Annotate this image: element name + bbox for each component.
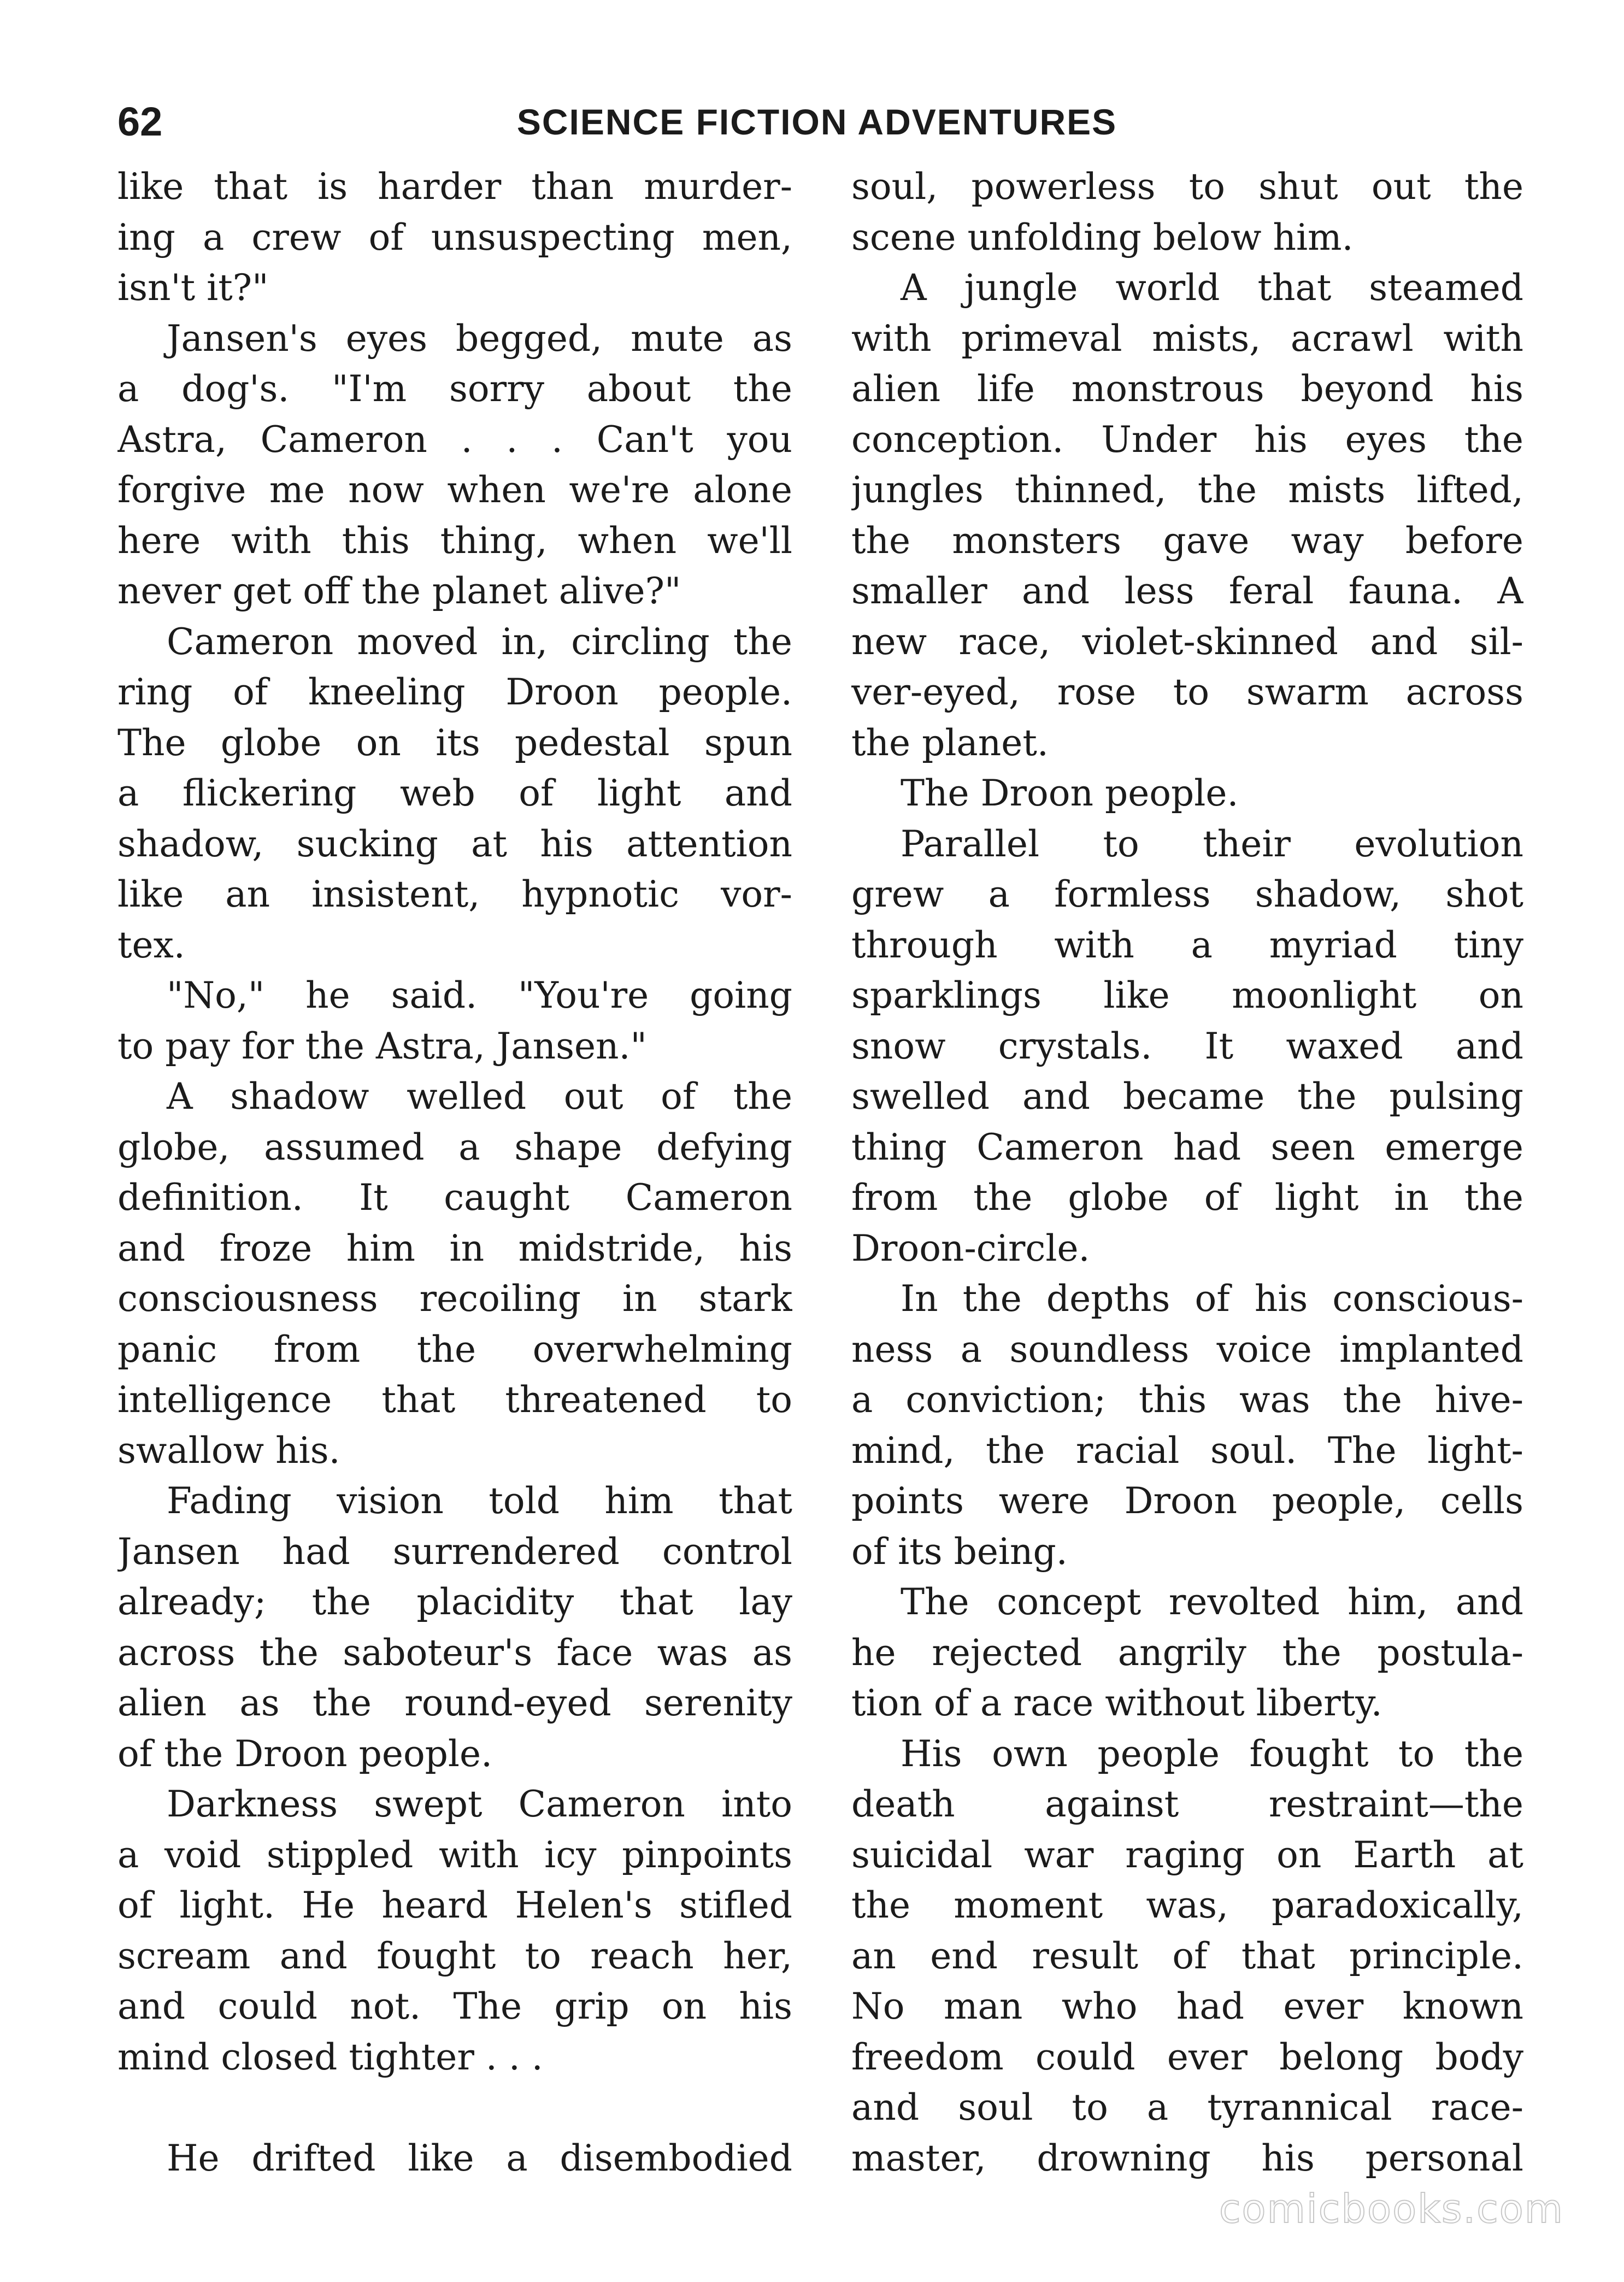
right-column-line: ness a soundless voice implanted bbox=[851, 1328, 1523, 1371]
running-title: SCIENCE FICTION ADVENTURES bbox=[516, 102, 1117, 142]
right-column-line: smaller and less feral fauna. A bbox=[851, 570, 1523, 612]
right-column-line: A jungle world that steamed bbox=[901, 267, 1523, 309]
left-column-line: a void stippled with icy pinpoints bbox=[117, 1833, 792, 1876]
left-text-column bbox=[117, 162, 792, 2184]
right-column-line: No man who had ever known bbox=[851, 1985, 1523, 2027]
left-column-line: globe, assumed a shape defying bbox=[117, 1126, 792, 1168]
left-column-line: to pay for the Astra, Jansen." bbox=[117, 1025, 647, 1067]
right-column-line: soul, powerless to shut out the bbox=[851, 166, 1523, 208]
right-column-line: the planet. bbox=[851, 721, 1049, 764]
left-column-line: shadow, sucking at his attention bbox=[117, 822, 792, 865]
right-column-line: an end result of that principle. bbox=[851, 1934, 1523, 1977]
left-column-line: Cameron moved in, circling the bbox=[167, 620, 792, 663]
right-column-line: alien life monstrous beyond his bbox=[851, 368, 1523, 410]
left-column-line: Jansen had surrendered control bbox=[117, 1530, 792, 1573]
right-column-line: snow crystals. It waxed and bbox=[851, 1025, 1523, 1067]
right-column-line: The concept revolted him, and bbox=[901, 1581, 1523, 1623]
left-column-line: mind closed tighter . . . bbox=[117, 2036, 543, 2078]
right-column-line: suicidal war raging on Earth at bbox=[851, 1833, 1523, 1876]
left-column-line: and could not. The grip on his bbox=[117, 1985, 792, 2027]
right-column-line: and soul to a tyrannical race- bbox=[851, 2086, 1523, 2128]
left-column-line: ring of kneeling Droon people. bbox=[117, 671, 792, 713]
right-column-line: points were Droon people, cells bbox=[851, 1480, 1523, 1522]
right-column-line: sparklings like moonlight on bbox=[851, 974, 1523, 1016]
right-column-line: master, drowning his personal bbox=[851, 2137, 1523, 2179]
left-column-line: Fading vision told him that bbox=[167, 1480, 792, 1522]
right-column-line: a conviction; this was the hive- bbox=[851, 1379, 1523, 1421]
watermark: comicbooks.com bbox=[1219, 2186, 1564, 2232]
left-column-line: alien as the round-eyed serenity bbox=[117, 1682, 792, 1724]
left-column-line: here with this thing, when we'll bbox=[117, 519, 792, 562]
right-column-line: In the depths of his conscious- bbox=[901, 1278, 1523, 1320]
right-column-line: through with a myriad tiny bbox=[851, 924, 1523, 966]
right-column-line: freedom could ever belong body bbox=[851, 2036, 1523, 2078]
left-column-line: panic from the overwhelming bbox=[117, 1328, 792, 1371]
left-column-line: The globe on its pedestal spun bbox=[117, 721, 792, 764]
right-column-line: Parallel to their evolution bbox=[901, 822, 1523, 865]
right-column-line: new race, violet-skinned and sil- bbox=[851, 620, 1523, 663]
left-column-line: across the saboteur's face was as bbox=[117, 1631, 792, 1674]
left-column-line: definition. It caught Cameron bbox=[117, 1177, 792, 1219]
left-column-line: ing a crew of unsuspecting men, bbox=[117, 216, 792, 258]
left-column-line: He drifted like a disembodied bbox=[167, 2137, 792, 2179]
right-column-line: grew a formless shadow, shot bbox=[851, 873, 1523, 915]
left-column-line: like that is harder than murder- bbox=[117, 166, 792, 208]
right-column-line: ver-eyed, rose to swarm across bbox=[851, 671, 1523, 713]
left-column-line: scream and fought to reach her, bbox=[117, 1934, 792, 1977]
right-column-line: jungles thinned, the mists lifted, bbox=[851, 469, 1523, 511]
right-column-line: the moment was, paradoxically, bbox=[851, 1884, 1523, 1926]
left-column-line: Astra, Cameron . . . Can't you bbox=[117, 418, 792, 461]
left-column-line: like an insistent, hypnotic vor- bbox=[117, 873, 792, 915]
page-number: 62 bbox=[117, 99, 163, 144]
left-column-line: and froze him in midstride, his bbox=[117, 1227, 792, 1269]
left-column-line: consciousness recoiling in stark bbox=[117, 1278, 792, 1320]
right-column-line: of its being. bbox=[851, 1530, 1068, 1573]
right-column-line: conception. Under his eyes the bbox=[851, 418, 1523, 461]
left-column-line: "No," he said. "You're going bbox=[167, 974, 792, 1016]
left-column-line: a dog's. "I'm sorry about the bbox=[117, 368, 792, 410]
right-column-line: he rejected angrily the postula- bbox=[851, 1631, 1523, 1674]
left-column-line: already; the placidity that lay bbox=[117, 1581, 792, 1623]
right-column-line: the monsters gave way before bbox=[851, 519, 1523, 562]
left-column-line: of light. He heard Helen's stifled bbox=[117, 1884, 792, 1926]
right-column-line: from the globe of light in the bbox=[851, 1177, 1523, 1219]
right-text-column bbox=[851, 162, 1523, 2184]
left-column-line: tex. bbox=[117, 924, 185, 966]
left-column-line: forgive me now when we're alone bbox=[117, 469, 792, 511]
right-column-line: swelled and became the pulsing bbox=[851, 1075, 1523, 1118]
left-column-line: isn't it?" bbox=[117, 267, 269, 309]
left-column-line: a flickering web of light and bbox=[117, 772, 792, 814]
left-column-line: of the Droon people. bbox=[117, 1732, 493, 1775]
left-column-line: swallow his. bbox=[117, 1429, 340, 1472]
left-column-line: never get off the planet alive?" bbox=[117, 570, 681, 612]
right-column-line: tion of a race without liberty. bbox=[851, 1682, 1382, 1724]
left-column-line: Darkness swept Cameron into bbox=[167, 1783, 792, 1825]
left-column-line: A shadow welled out of the bbox=[167, 1075, 792, 1118]
left-column-line: Jansen's eyes begged, mute as bbox=[167, 317, 792, 360]
right-column-line: Droon-circle. bbox=[851, 1227, 1090, 1269]
right-column-line: mind, the racial soul. The light- bbox=[851, 1429, 1523, 1472]
left-column-line: intelligence that threatened to bbox=[117, 1379, 792, 1421]
right-column-line: scene unfolding below him. bbox=[851, 216, 1354, 258]
right-column-line: thing Cameron had seen emerge bbox=[851, 1126, 1523, 1168]
running-header bbox=[117, 92, 1516, 152]
right-column-line: death against restraint—the bbox=[851, 1783, 1523, 1825]
right-column-line: His own people fought to the bbox=[901, 1732, 1523, 1775]
right-column-line: with primeval mists, acrawl with bbox=[851, 317, 1523, 360]
right-column-line: The Droon people. bbox=[901, 772, 1239, 814]
